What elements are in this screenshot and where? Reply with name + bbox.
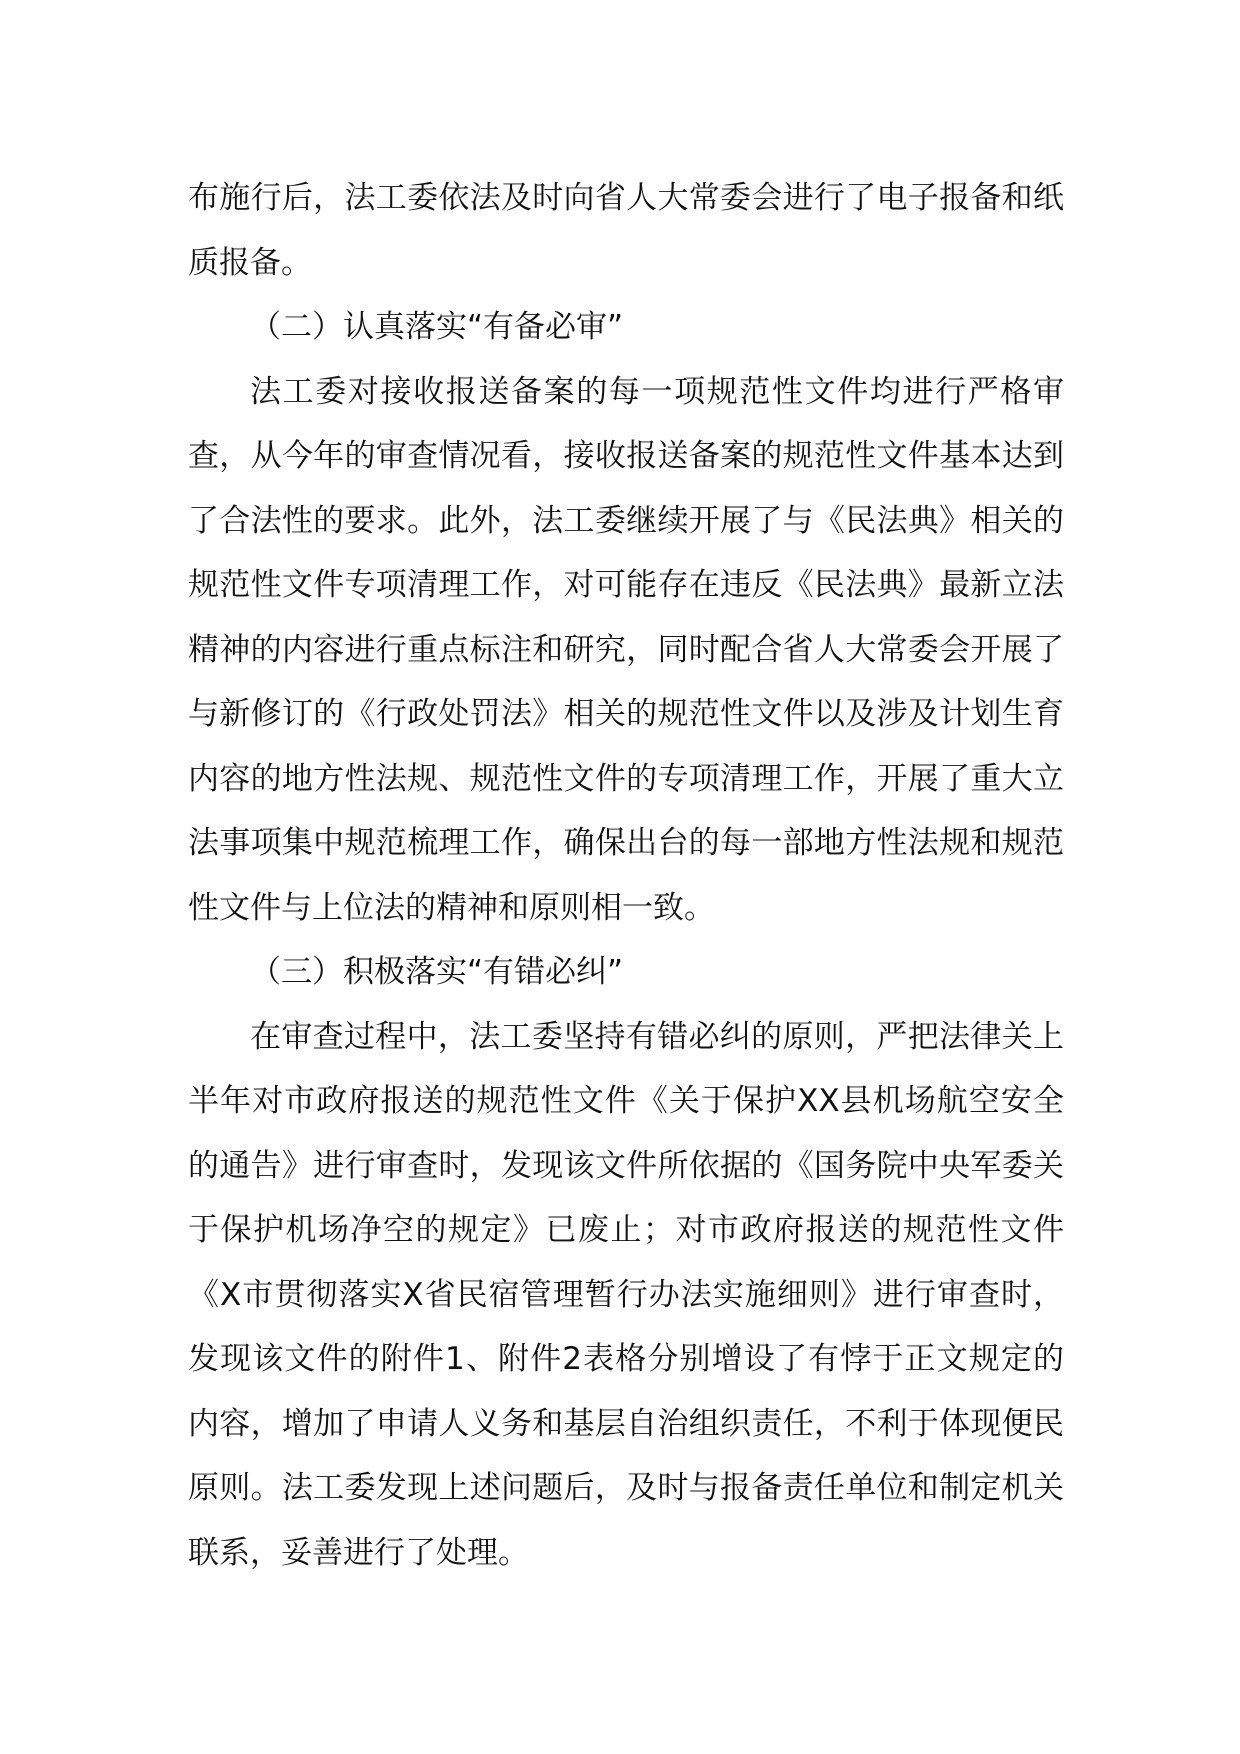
section-heading-3: （三）积极落实“有错必纠” xyxy=(250,954,624,990)
paragraph-continued: 布施行后，法工委依法及时向省人大常委会进行了电子报备和纸质报备。 xyxy=(188,180,1064,281)
paragraph-correction: 在审查过程中，法工委坚持有错必纠的原则，严把法律关上半年对市政府报送的规范性文件《关于保护XX县机场航空安全的通告》进行审查时，发现该文件所依据的《国务院中央军委关于保护机场净空的规定》已废止；对市政府报送的规范性文件《X市贯彻落实X省民宿管理暂行办法实施细则》进行审查时，发现该文件的附件1、附件2表格分别增设了有悖于正文规定的内容，增加了申请人义务和基层自治组织责任，不利于体现便民原则。法工委发现上述问题后，及时与报备责任单位和制定机关联系，妥善进行了处理。 xyxy=(188,1018,1064,1571)
paragraph-review: 法工委对接收报送备案的每一项规范性文件均进行严格审查，从今年的审查情况看，接收报送备案的规范性文件基本达到了合法性的要求。此外，法工委继续开展了与《民法典》相关的规范性文件专项清理工作，对可能存在违反《民法典》最新立法精神的内容进行重点标注和研究，同时配合省人大常委会开展了与新修订的《行政处罚法》相关的规范性文件以及涉及计划生育内容的地方性法规、规范性文件的专项清理工作，开展了重大立法事项集中规范梳理工作，确保出台的每一部地方性法规和规范性文件与上位法的精神和原则相一致。 xyxy=(188,373,1064,926)
section-heading-2: （二）认真落实“有备必审” xyxy=(250,309,624,345)
document-body xyxy=(188,166,1064,1585)
